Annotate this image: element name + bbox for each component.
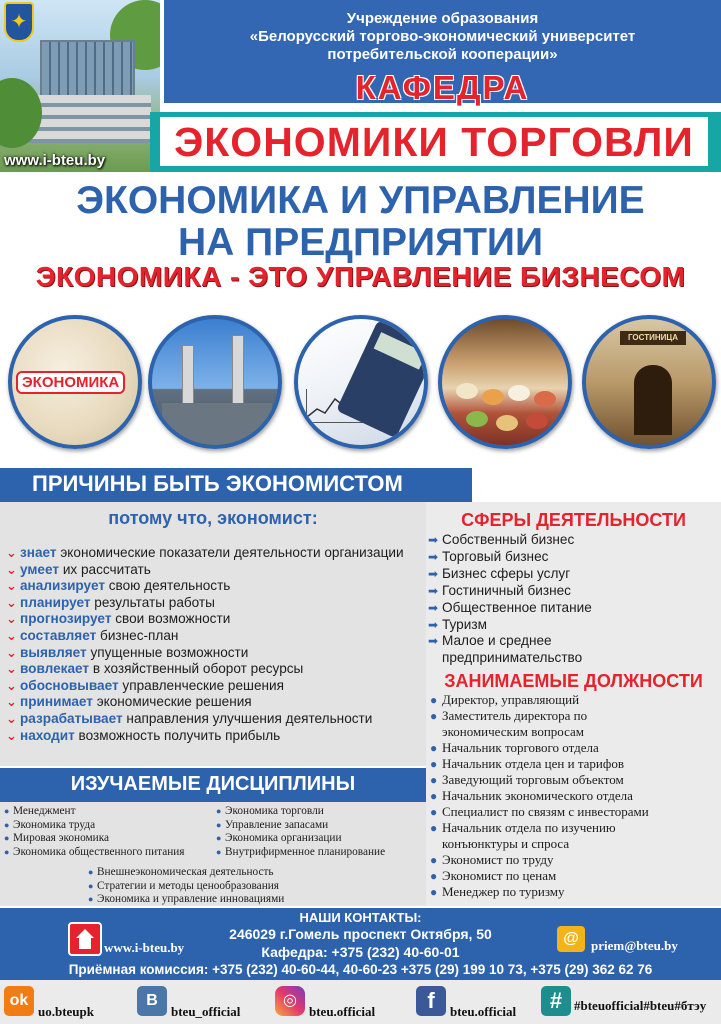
chevron-down-icon: ⌄ <box>6 677 17 693</box>
reason-item: ⌄ составляет бизнес-план <box>6 627 179 643</box>
university-crest-icon: ✦ <box>4 2 34 42</box>
reason-item: ⌄ анализирует свою деятельность <box>6 578 231 594</box>
bullet-icon: ● <box>430 885 438 899</box>
position-item: ● Начальник отдела цен и тарифов <box>430 756 624 771</box>
discipline-item: ● Экономика торговли <box>216 805 324 817</box>
bullet-icon: ● <box>216 819 222 830</box>
position-item: ● Заведующий торговым объектом <box>430 772 624 787</box>
contacts-department-phone[interactable]: Кафедра: +375 (232) 40-60-01 <box>261 944 460 960</box>
vk-icon[interactable]: B <box>137 986 167 1016</box>
reason-item: ⌄ знает экономические показатели деятельности организации <box>6 545 404 560</box>
arrow-right-icon: ➡ <box>428 583 439 598</box>
sphere-item: ➡ Туризм <box>428 616 487 632</box>
position-item: ● Начальник экономического отдела <box>430 788 633 803</box>
chevron-down-icon: ⌄ <box>6 594 17 610</box>
institution-name: Учреждение образования «Белорусский торгово-экономический университет потребительской кооперации» <box>249 10 636 63</box>
discipline-item: ● Внутрифирменное планирование <box>216 845 386 858</box>
discipline-item: ● Экономика и управление инновациями <box>88 893 285 905</box>
discipline-item: ● Внешнеэкономическая деятельность <box>88 866 274 878</box>
bullet-icon: ● <box>4 819 10 830</box>
bullet-icon: ● <box>430 821 438 835</box>
sphere-item: предпринимательство <box>442 650 583 666</box>
discipline-item: ● Менеджмент <box>4 805 76 817</box>
program-title: ЭКОНОМИКА И УПРАВЛЕНИЕ НА ПРЕДПРИЯТИИ <box>76 179 645 264</box>
position-item: ● Начальник отдела по изучению <box>430 820 616 835</box>
chevron-down-icon: ⌄ <box>6 578 17 594</box>
discipline-item: ● Управление запасами <box>216 818 329 831</box>
bullet-icon: ● <box>4 846 10 857</box>
position-item: ● Менеджер по туризму <box>430 884 565 899</box>
position-item: ● Директор, управляющий <box>430 692 580 707</box>
odnoklassniki-link[interactable]: uo.bteupk <box>38 1004 94 1019</box>
instagram-icon[interactable]: ◎ <box>275 986 305 1016</box>
reason-item: ⌄ умеет их рассчитать <box>6 561 151 577</box>
economics-badge: ЭКОНОМИКА <box>16 371 125 394</box>
contacts-address: 246029 г.Гомель проспект Октября, 50 <box>229 926 492 942</box>
chevron-down-icon: ⌄ <box>6 661 17 677</box>
odnoklassniki-icon[interactable]: ok <box>4 986 34 1016</box>
reasons-list <box>6 545 426 744</box>
chevron-down-icon: ⌄ <box>6 727 17 743</box>
position-item: экономическим вопросам <box>442 724 585 739</box>
position-item: ● Начальник торгового отдела <box>430 740 599 755</box>
chevron-down-icon: ⌄ <box>6 627 17 643</box>
position-item: ● Экономист по труду <box>430 852 554 867</box>
bullet-icon: ● <box>216 806 222 816</box>
position-item: ● Экономист по ценам <box>430 868 557 883</box>
calculator-chart-photo <box>294 315 428 449</box>
hashtags[interactable]: #bteuofficial#bteu#бтэу <box>574 998 707 1013</box>
positions-list <box>430 692 720 900</box>
bullet-icon: ● <box>88 867 94 877</box>
arrow-right-icon: ➡ <box>428 533 439 547</box>
facebook-icon[interactable]: f <box>416 986 446 1016</box>
hotel-entrance-photo <box>582 315 716 449</box>
positions-title: ЗАНИМАЕМЫЕ ДОЛЖНОСТИ <box>444 671 703 691</box>
program-slogan: ЭКОНОМИКА - ЭТО УПРАВЛЕНИЕ БИЗНЕСОМ <box>35 261 686 292</box>
reason-item: ⌄ прогнозирует свои возможности <box>6 611 231 627</box>
arrow-right-icon: ➡ <box>428 549 439 564</box>
reason-item: ⌄ разрабатывает направления улучшения деятельности <box>6 710 373 726</box>
home-icon[interactable] <box>68 922 102 956</box>
university-building-photo <box>0 0 160 172</box>
bullet-icon: ● <box>430 741 438 755</box>
reason-item: ⌄ вовлекает в хозяйственный оборот ресурсы <box>6 661 304 677</box>
bullet-icon: ● <box>216 833 222 843</box>
facebook-link[interactable]: bteu.official <box>450 1004 517 1019</box>
bullet-icon: ● <box>430 693 438 707</box>
bullet-icon: ● <box>430 869 438 883</box>
bullet-icon: ● <box>430 709 438 723</box>
chevron-down-icon: ⌄ <box>6 561 17 577</box>
discipline-item: ● Экономика общественного питания <box>4 845 185 858</box>
arrow-right-icon: ➡ <box>428 566 439 581</box>
reason-item: ⌄ выявляет упущенные возможности <box>6 644 249 660</box>
bullet-icon: ● <box>216 846 222 857</box>
contacts-title: НАШИ КОНТАКТЫ: <box>299 910 422 925</box>
reason-item: ⌄ находит возможность получить прибыль <box>6 727 281 743</box>
spheres-title: СФЕРЫ ДЕЯТЕЛЬНОСТИ <box>461 510 686 530</box>
position-item: ● Специалист по связям с инвесторами <box>430 804 649 819</box>
discipline-item: ● Стратегии и методы ценообразования <box>88 879 279 892</box>
chevron-down-icon: ⌄ <box>6 611 17 627</box>
discipline-item: ● Мировая экономика <box>4 832 110 844</box>
disciplines-column-2 <box>216 805 385 859</box>
bullet-icon: ● <box>430 805 438 819</box>
arrow-right-icon: ➡ <box>428 617 439 632</box>
bullet-icon: ● <box>430 757 438 771</box>
spheres-list <box>428 532 718 667</box>
reason-item: ⌄ принимает экономические решения <box>6 694 252 710</box>
pastry-display-photo <box>438 315 572 449</box>
department-title: ЭКОНОМИКИ ТОРГОВЛИ <box>174 119 694 165</box>
kafedra-label: КАФЕДРА <box>355 69 530 106</box>
vk-link[interactable]: bteu_official <box>171 1004 241 1019</box>
bullet-icon: ● <box>4 833 10 843</box>
bullet-icon: ● <box>88 894 94 904</box>
reason-item: ⌄ обосновывает управленческие решения <box>6 677 284 693</box>
header-website-link[interactable]: www.i-bteu.by <box>4 152 106 169</box>
hashtag-icon: # <box>541 986 571 1016</box>
economics-illustration <box>8 315 142 449</box>
chevron-down-icon: ⌄ <box>6 710 17 726</box>
discipline-item: ● Экономика труда <box>4 818 96 831</box>
reasons-title: ПРИЧИНЫ БЫТЬ ЭКОНОМИСТОМ <box>32 471 403 496</box>
disciplines-title: ИЗУЧАЕМЫЕ ДИСЦИПЛИНЫ <box>70 773 356 795</box>
email-icon[interactable]: @ <box>557 926 585 952</box>
sphere-item: ➡ Торговый бизнес <box>428 548 549 564</box>
hotel-sign: ГОСТИНИЦА <box>620 331 686 345</box>
arrow-right-icon: ➡ <box>428 634 439 649</box>
bullet-icon: ● <box>430 853 438 867</box>
sphere-item: ➡ Гостиничный бизнес <box>428 582 571 598</box>
chevron-down-icon: ⌄ <box>6 644 17 660</box>
contacts-website-link[interactable]: www.i-bteu.by <box>104 940 185 955</box>
position-item: ● Заместитель директора по <box>430 708 588 723</box>
discipline-item: ● Экономика организации <box>216 832 342 844</box>
bullet-icon: ● <box>430 789 438 803</box>
sphere-item: ➡ Собственный бизнес <box>428 532 575 547</box>
disciplines-column-3 <box>88 866 284 907</box>
contacts-admission-phones[interactable]: Приёмная комиссия: +375 (232) 40-60-44, 40-60-23 +375 (29) 199 10 73, +375 (29) 362 62 76 <box>68 962 653 977</box>
bullet-icon: ● <box>4 806 10 816</box>
arrow-right-icon: ➡ <box>428 600 439 615</box>
contacts-email-link[interactable]: priem@bteu.by <box>591 938 678 953</box>
sphere-item: ➡ Бизнес сферы услуг <box>428 565 571 581</box>
sphere-item: ➡ Общественное питание <box>428 599 592 615</box>
power-plant-photo <box>148 315 282 449</box>
reasons-subtitle: потому что, экономист: <box>108 508 318 528</box>
bullet-icon: ● <box>430 773 438 787</box>
chevron-down-icon: ⌄ <box>6 694 17 710</box>
reason-item: ⌄ планирует результаты работы <box>6 594 215 610</box>
bullet-icon: ● <box>88 880 94 891</box>
instagram-link[interactable]: bteu.official <box>309 1004 376 1019</box>
disciplines-column-1 <box>4 805 185 859</box>
chevron-down-icon: ⌄ <box>6 545 17 560</box>
sphere-item: ➡ Малое и среднее <box>428 633 552 649</box>
position-item: конъюнктуры и спроса <box>442 836 570 851</box>
